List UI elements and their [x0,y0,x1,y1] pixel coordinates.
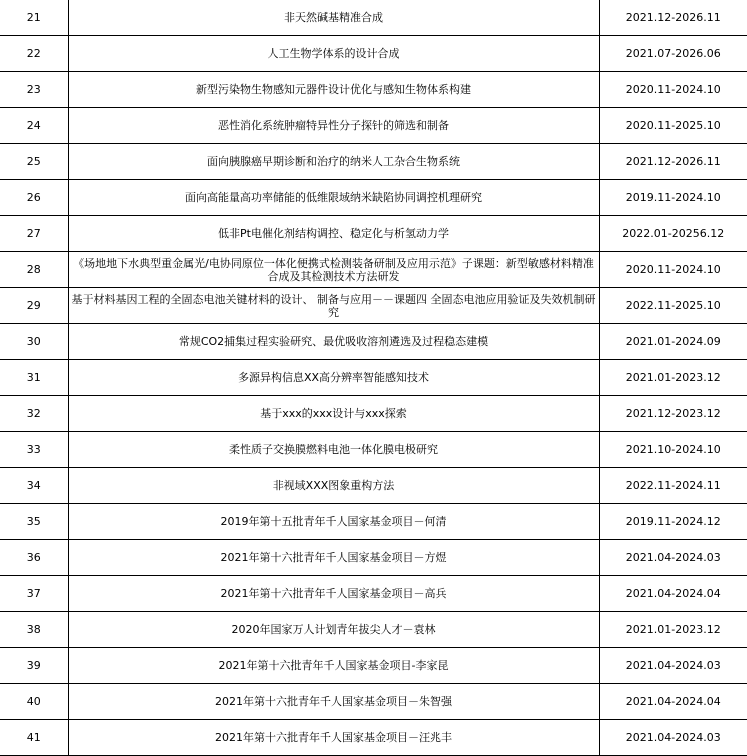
row-number-cell: 27 [0,216,68,252]
project-title-cell: 2021年第十六批青年千人国家基金项目－朱智强 [68,684,599,720]
table-row [0,324,747,360]
table-row [0,576,747,612]
row-number-cell: 34 [0,468,68,504]
table-row [0,396,747,432]
project-period-cell: 2021.12-2026.11 [599,0,747,36]
table-row [0,288,747,324]
row-number-cell: 23 [0,72,68,108]
project-period-cell: 2021.01-2023.12 [599,612,747,648]
project-title-cell: 新型污染物生物感知元器件设计优化与感知生物体系构建 [68,72,599,108]
project-title-cell: 低非Pt电催化剂结构调控、稳定化与析氢动力学 [68,216,599,252]
project-period-cell: 2021.04-2024.03 [599,720,747,756]
table-row [0,108,747,144]
project-period-cell: 2022.11-2025.10 [599,288,747,324]
project-period-cell: 2021.10-2024.10 [599,432,747,468]
row-number-cell: 32 [0,396,68,432]
table-row [0,468,747,504]
project-title-cell: 2021年第十六批青年千人国家基金项目－方煜 [68,540,599,576]
table-row [0,360,747,396]
project-period-cell: 2022.01-20256.12 [599,216,747,252]
table-row [0,252,747,288]
project-title-cell: 基于材料基因工程的全固态电池关键材料的设计、 制备与应用－－课题四 全固态电池应用验证及失效机制研究 [68,288,599,324]
project-title-cell: 2021年第十六批青年千人国家基金项目－汪兆丰 [68,720,599,756]
project-period-cell: 2021.04-2024.04 [599,576,747,612]
row-number-cell: 30 [0,324,68,360]
project-period-cell: 2021.07-2026.06 [599,36,747,72]
project-period-cell: 2021.01-2023.12 [599,360,747,396]
table-row [0,684,747,720]
table-row [0,432,747,468]
project-period-cell: 2021.12-2026.11 [599,144,747,180]
project-title-cell: 基于xxx的xxx设计与xxx探索 [68,396,599,432]
row-number-cell: 29 [0,288,68,324]
project-title-cell: 面向高能量高功率储能的低维限域纳米缺陷协同调控机理研究 [68,180,599,216]
row-number-cell: 38 [0,612,68,648]
project-period-cell: 2019.11-2024.10 [599,180,747,216]
project-period-cell: 2022.11-2024.11 [599,468,747,504]
project-period-cell: 2020.11-2025.10 [599,108,747,144]
table-row [0,504,747,540]
table-row [0,36,747,72]
project-period-cell: 2021.12-2023.12 [599,396,747,432]
table-row [0,72,747,108]
project-title-cell: 2019年第十五批青年千人国家基金项目－何清 [68,504,599,540]
row-number-cell: 31 [0,360,68,396]
table-row [0,648,747,684]
row-number-cell: 35 [0,504,68,540]
project-period-cell: 2020.11-2024.10 [599,72,747,108]
table-row [0,216,747,252]
table-row [0,612,747,648]
project-title-cell: 人工生物学体系的设计合成 [68,36,599,72]
row-number-cell: 33 [0,432,68,468]
row-number-cell: 26 [0,180,68,216]
project-period-cell: 2021.04-2024.04 [599,684,747,720]
row-number-cell: 21 [0,0,68,36]
project-title-cell: 2021年第十六批青年千人国家基金项目－高兵 [68,576,599,612]
project-title-cell: 面向胰腺癌早期诊断和治疗的纳米人工杂合生物系统 [68,144,599,180]
project-title-cell: 2020年国家万人计划青年拔尖人才－袁林 [68,612,599,648]
row-number-cell: 37 [0,576,68,612]
project-title-cell: 常规CO2捕集过程实验研究、最优吸收溶剂遴选及过程稳态建模 [68,324,599,360]
project-title-cell: 《场地地下水典型重金属光/电协同原位一体化便携式检测装备研制及应用示范》子课题：新型敏感材料精准合成及其检测技术方法研发 [68,252,599,288]
row-number-cell: 40 [0,684,68,720]
row-number-cell: 39 [0,648,68,684]
project-title-cell: 恶性消化系统肿瘤特异性分子探针的筛选和制备 [68,108,599,144]
row-number-cell: 24 [0,108,68,144]
row-number-cell: 28 [0,252,68,288]
row-number-cell: 36 [0,540,68,576]
table-row [0,720,747,756]
table-row [0,144,747,180]
table-row [0,180,747,216]
project-period-cell: 2019.11-2024.12 [599,504,747,540]
project-title-cell: 2021年第十六批青年千人国家基金项目-李家昆 [68,648,599,684]
project-title-cell: 非视域XXX图象重构方法 [68,468,599,504]
table-row [0,540,747,576]
row-number-cell: 25 [0,144,68,180]
project-period-cell: 2021.04-2024.03 [599,648,747,684]
project-period-cell: 2021.04-2024.03 [599,540,747,576]
project-title-cell: 多源异构信息XX高分辨率智能感知技术 [68,360,599,396]
row-number-cell: 41 [0,720,68,756]
project-period-cell: 2021.01-2024.09 [599,324,747,360]
table-row [0,0,747,36]
project-title-cell: 柔性质子交换膜燃料电池一体化膜电极研究 [68,432,599,468]
project-title-cell: 非天然碱基精准合成 [68,0,599,36]
project-period-cell: 2020.11-2024.10 [599,252,747,288]
row-number-cell: 22 [0,36,68,72]
